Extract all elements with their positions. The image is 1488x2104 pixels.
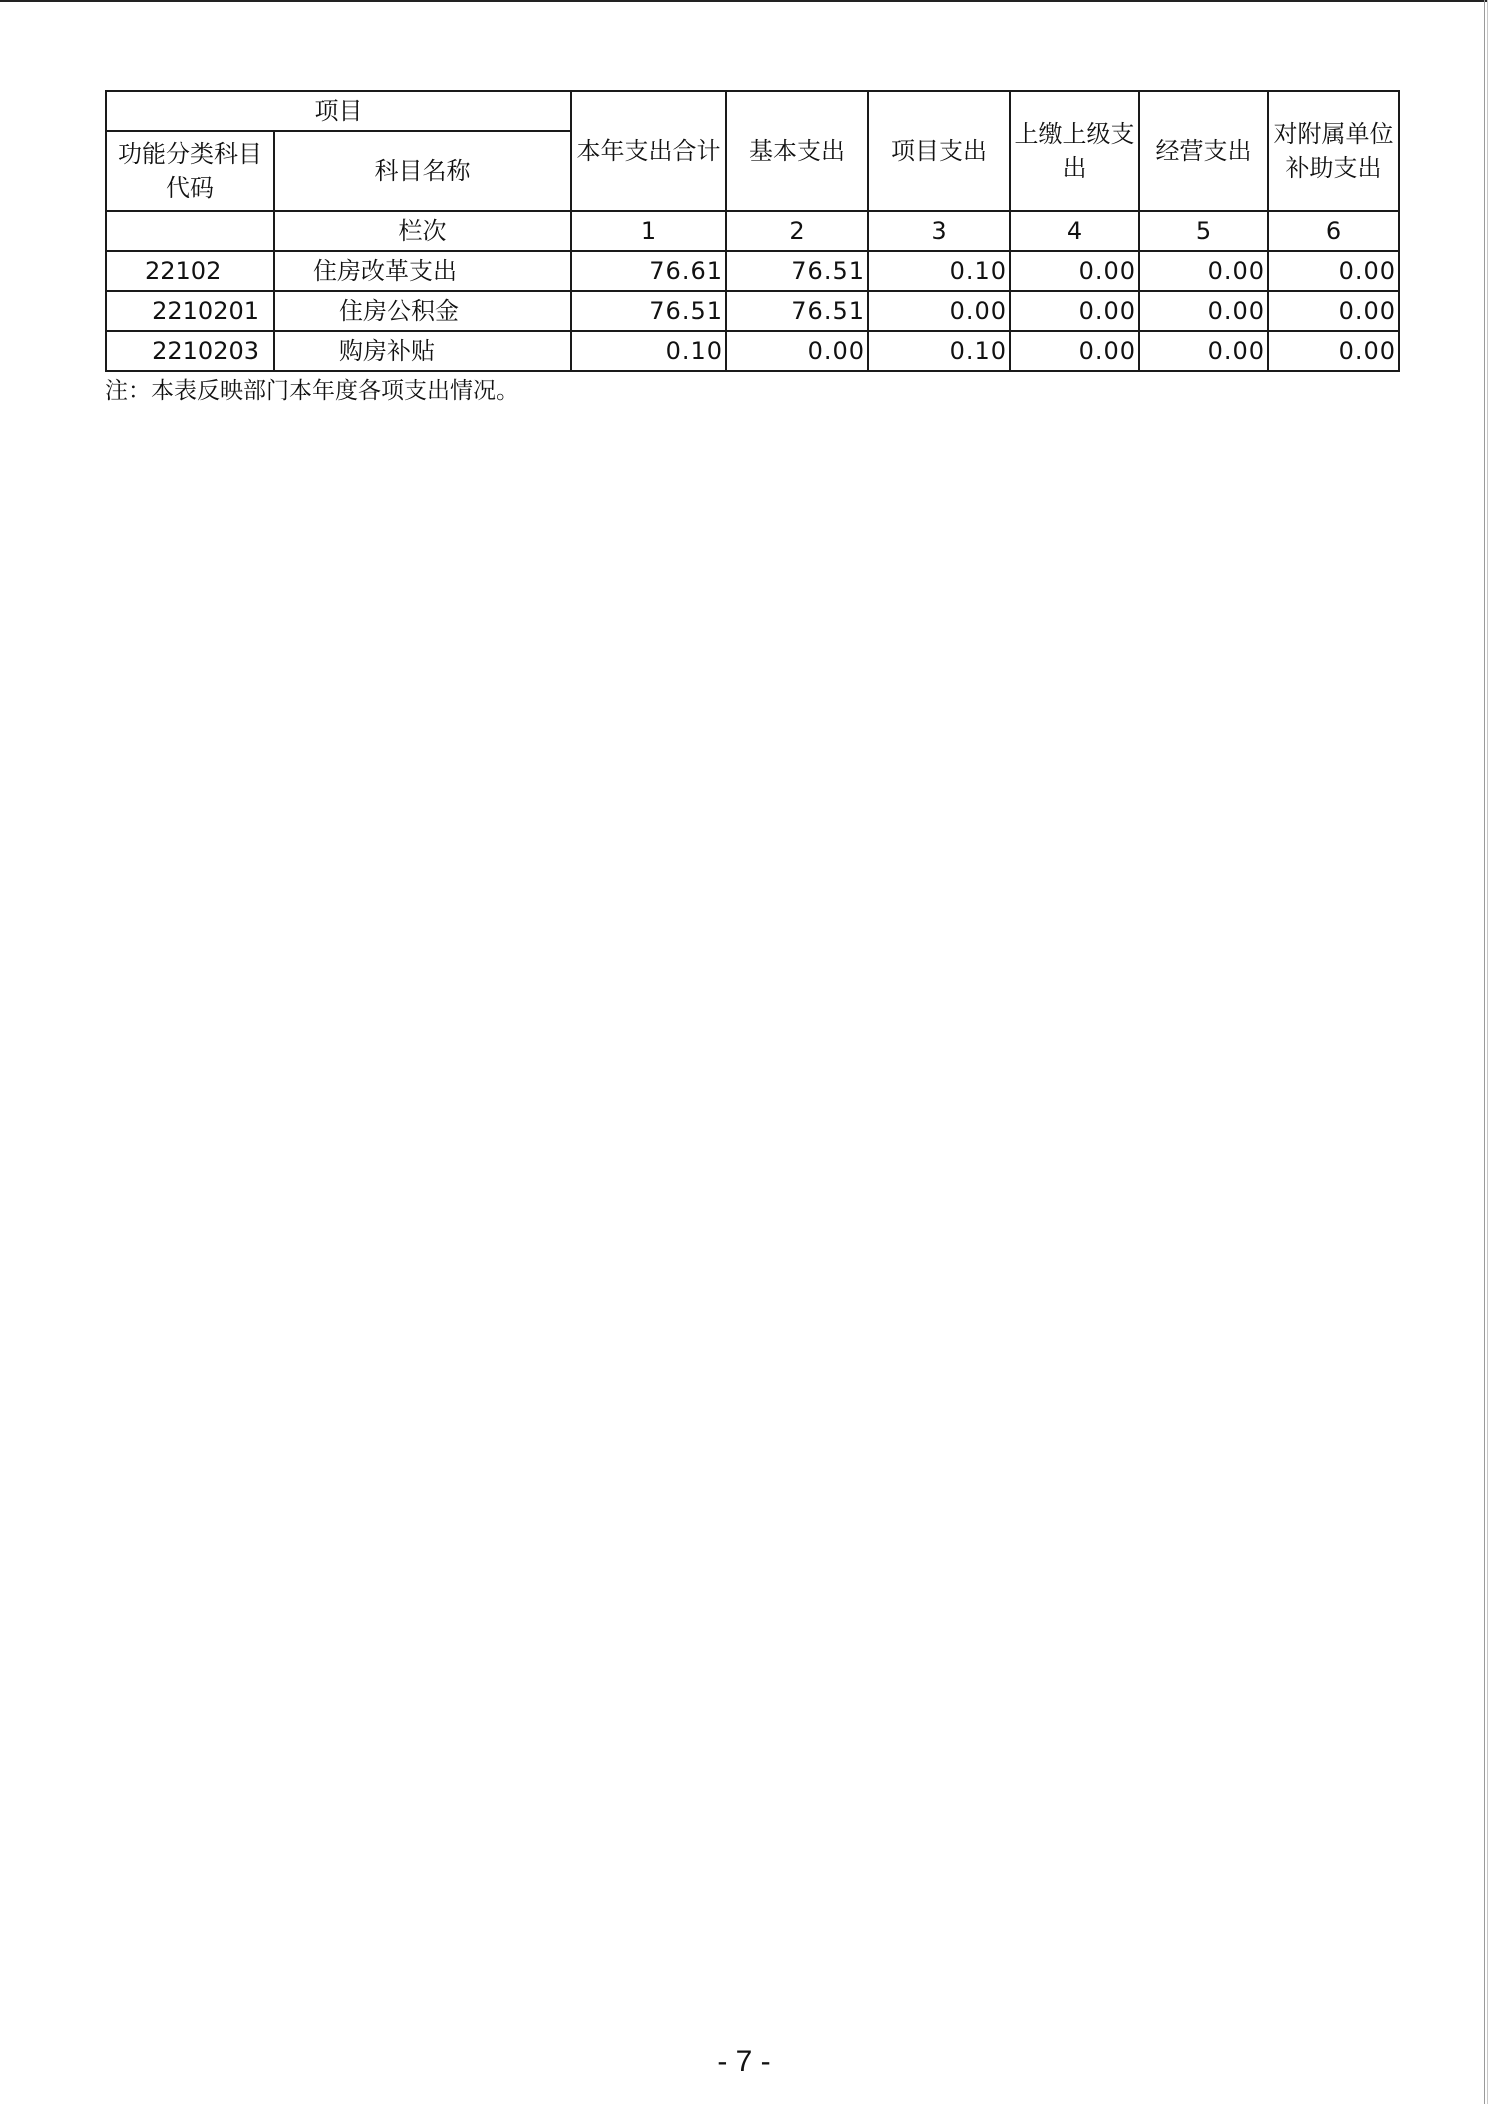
page-number: - 7 - <box>717 2045 771 2078</box>
row-name: 住房改革支出 <box>274 251 571 291</box>
row-value-business: 0.00 <box>1139 251 1268 291</box>
row-value-basic: 76.51 <box>726 251 868 291</box>
header-subsidy-expense: 对附属单位补助支出 <box>1268 91 1399 211</box>
header-business-expense: 经营支出 <box>1139 91 1268 211</box>
column-index-2: 2 <box>726 211 868 251</box>
row-name: 住房公积金 <box>274 291 571 331</box>
header-code: 功能分类科目代码 <box>106 131 274 211</box>
row-value-project: 0.10 <box>868 331 1010 371</box>
row-code: 2210203 <box>106 331 274 371</box>
row-value-remit: 0.00 <box>1010 291 1139 331</box>
header-basic-expense: 基本支出 <box>726 91 868 211</box>
row-value-remit: 0.00 <box>1010 331 1139 371</box>
row-value-total: 76.61 <box>571 251 726 291</box>
expense-table <box>105 90 1400 372</box>
header-row-1 <box>106 91 1399 131</box>
table-row <box>106 251 1399 291</box>
column-index-1: 1 <box>571 211 726 251</box>
row-value-business: 0.00 <box>1139 291 1268 331</box>
page-top-border <box>0 0 1488 2</box>
page-right-border <box>1484 0 1485 2104</box>
column-index-empty <box>106 211 274 251</box>
row-value-subsidy: 0.00 <box>1268 331 1399 371</box>
row-value-basic: 0.00 <box>726 331 868 371</box>
header-total-expense: 本年支出合计 <box>571 91 726 211</box>
header-project-expense: 项目支出 <box>868 91 1010 211</box>
row-value-total: 76.51 <box>571 291 726 331</box>
row-code: 2210201 <box>106 291 274 331</box>
row-value-subsidy: 0.00 <box>1268 251 1399 291</box>
table-note: 注：本表反映部门本年度各项支出情况。 <box>105 378 519 404</box>
header-item: 项目 <box>106 91 571 131</box>
row-value-business: 0.00 <box>1139 331 1268 371</box>
table-row <box>106 331 1399 371</box>
column-index-label: 栏次 <box>274 211 571 251</box>
column-index-3: 3 <box>868 211 1010 251</box>
header-name: 科目名称 <box>274 131 571 211</box>
row-value-remit: 0.00 <box>1010 251 1139 291</box>
column-index-5: 5 <box>1139 211 1268 251</box>
column-index-4: 4 <box>1010 211 1139 251</box>
column-index-6: 6 <box>1268 211 1399 251</box>
row-value-total: 0.10 <box>571 331 726 371</box>
header-remit-upper-expense: 上缴上级支出 <box>1010 91 1139 211</box>
row-value-subsidy: 0.00 <box>1268 291 1399 331</box>
table-row <box>106 291 1399 331</box>
row-value-project: 0.00 <box>868 291 1010 331</box>
row-name: 购房补贴 <box>274 331 571 371</box>
row-value-basic: 76.51 <box>726 291 868 331</box>
column-index-row <box>106 211 1399 251</box>
row-code: 22102 <box>106 251 274 291</box>
row-value-project: 0.10 <box>868 251 1010 291</box>
